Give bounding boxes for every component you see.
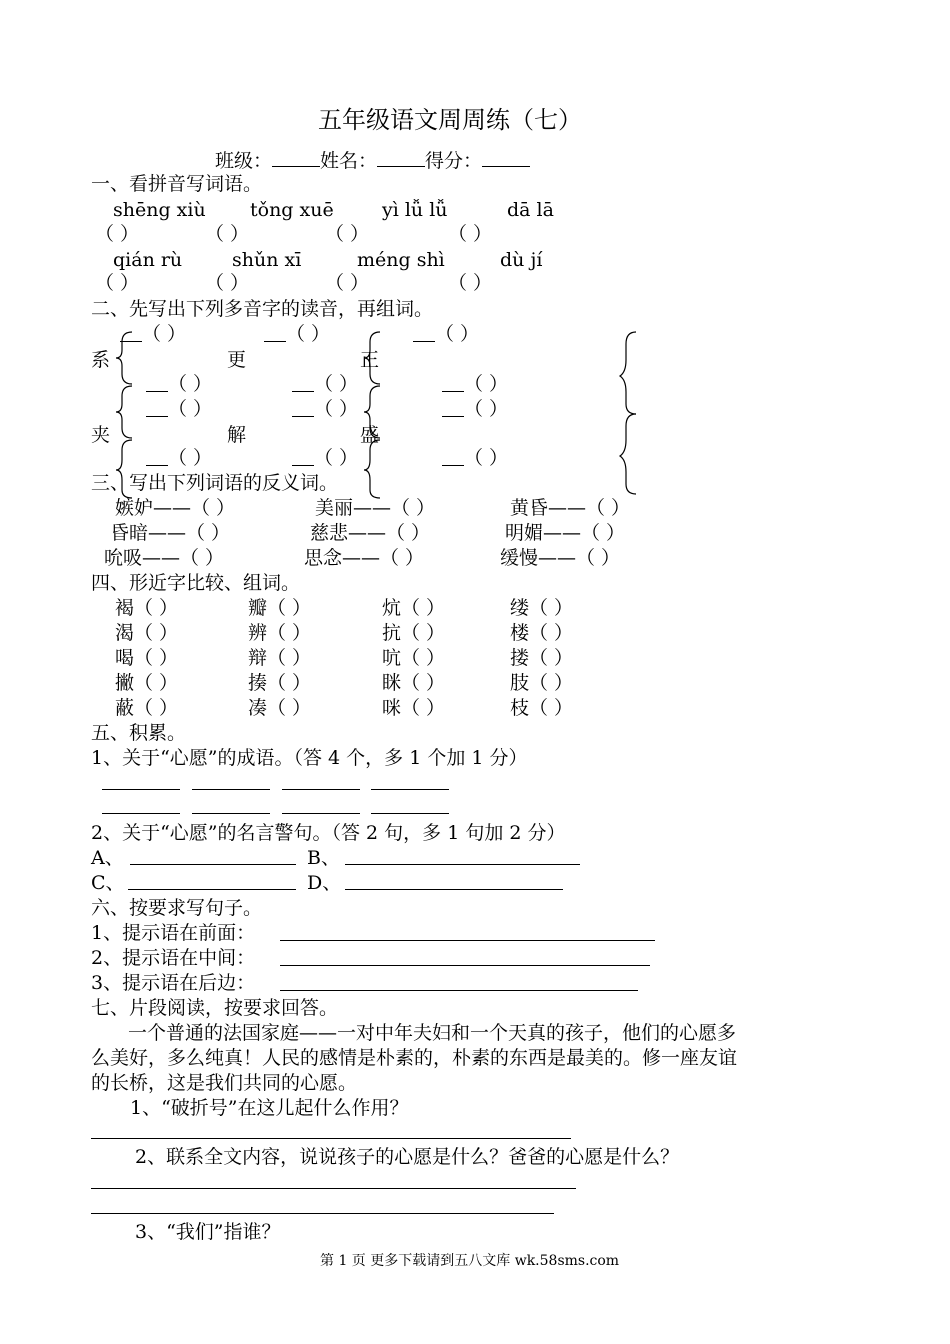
word-paren[interactable]: （ ） [168, 373, 213, 395]
brace-icon [620, 332, 636, 414]
brace-icon [620, 414, 636, 494]
char-item[interactable]: 凑（ ） [248, 697, 312, 719]
word-paren[interactable]: （ ） [314, 447, 359, 469]
char-item[interactable]: 辨（ ） [248, 622, 312, 644]
pinyin: dù jí [500, 249, 543, 271]
pinyin: yì lǚ lǚ [382, 199, 448, 221]
polyphone-char: 更 [227, 349, 247, 371]
s2-heading: 二、先写出下列多音字的读音，再组词。 [91, 298, 434, 320]
score-label: 得分： [425, 150, 483, 172]
antonym-item[interactable]: 慈悲——（ ） [310, 522, 431, 544]
idiom-blank[interactable] [282, 813, 360, 814]
s1-heading: 一、看拼音写词语。 [91, 173, 263, 195]
sentence-prompt: 2、提示语在中间： [91, 947, 256, 969]
reading-question: 2、联系全文内容，说说孩子的心愿是什么？爸爸的心愿是什么？ [135, 1146, 680, 1168]
word-paren[interactable]: （ ） [314, 373, 359, 395]
idiom-blank[interactable] [192, 789, 270, 790]
reading-question: 1、“破折号”在这儿起什么作用？ [130, 1097, 409, 1119]
sentence-blank[interactable] [280, 965, 650, 966]
pinyin: tǒng xuē [250, 199, 334, 221]
quote-label: D、 [307, 872, 342, 894]
char-item[interactable]: 吭（ ） [382, 647, 446, 669]
idiom-blank[interactable] [102, 813, 180, 814]
antonym-item[interactable]: 黄昏——（ ） [510, 497, 631, 519]
s5-q1: 1、关于“心愿”的成语。（答 4 个，多 1 个加 1 分） [91, 747, 528, 769]
brace-icon [116, 332, 132, 384]
char-item[interactable]: 喝（ ） [115, 647, 179, 669]
char-item[interactable]: 渴（ ） [115, 622, 179, 644]
brace-icon [364, 386, 380, 438]
quote-blank[interactable] [345, 889, 563, 890]
quote-label: A、 [91, 847, 124, 869]
pinyin: shǔn xī [232, 249, 302, 271]
word-paren[interactable]: （ ） [464, 373, 509, 395]
s6-heading: 六、按要求写句子。 [91, 897, 263, 919]
antonym-item[interactable]: 美丽——（ ） [315, 497, 436, 519]
char-item[interactable]: 褐（ ） [115, 597, 179, 619]
antonym-item[interactable]: 思念——（ ） [304, 547, 425, 569]
pinyin: shēng xiù [113, 199, 206, 221]
char-item[interactable]: 枝（ ） [510, 697, 574, 719]
answer-paren[interactable]: （ ） [205, 272, 250, 294]
pinyin: méng shì [357, 249, 445, 271]
word-paren[interactable]: （ ） [314, 398, 359, 420]
answer-paren[interactable]: （ ） [325, 272, 370, 294]
word-paren[interactable]: （ ） [435, 323, 480, 345]
quote-blank[interactable] [130, 864, 296, 865]
s4-heading: 四、形近字比较、组词。 [91, 572, 301, 594]
passage-line: 一个普通的法国家庭——一对中年夫妇和一个天真的孩子，他们的心愿多 [128, 1022, 737, 1044]
quote-blank[interactable] [128, 889, 296, 890]
answer-paren[interactable]: （ ） [95, 272, 140, 294]
name-label: 姓名： [320, 150, 378, 172]
word-paren[interactable]: （ ） [168, 398, 213, 420]
idiom-blank[interactable] [192, 813, 270, 814]
sentence-blank[interactable] [280, 940, 655, 941]
reading-question: 3、“我们”指谁？ [135, 1221, 281, 1243]
quote-label: C、 [91, 872, 125, 894]
answer-line[interactable] [91, 1213, 554, 1214]
char-item[interactable]: 缕（ ） [510, 597, 574, 619]
answer-line[interactable] [91, 1138, 571, 1139]
pinyin: qián rù [113, 249, 183, 271]
polyphone-char: 盛 [360, 424, 380, 446]
page-footer: 第 1 页 更多下载请到五八文库 wk.58sms.com [320, 1253, 620, 1269]
quote-label: B、 [307, 847, 340, 869]
polyphone-char: 正 [360, 349, 380, 371]
char-item[interactable]: 瓣（ ） [248, 597, 312, 619]
polyphone-char: 系 [91, 349, 111, 371]
antonym-item[interactable]: 嫉妒——（ ） [115, 497, 236, 519]
char-item[interactable]: 咪（ ） [382, 697, 446, 719]
s5-heading: 五、积累。 [91, 722, 187, 744]
page-title: 五年级语文周周练（七） [318, 106, 582, 134]
word-paren[interactable]: （ ） [286, 323, 331, 345]
class-label: 班级： [215, 150, 273, 172]
sentence-blank[interactable] [280, 990, 638, 991]
char-item[interactable]: 蔽（ ） [115, 697, 179, 719]
word-paren[interactable]: （ ） [142, 323, 187, 345]
char-item[interactable]: 撇（ ） [115, 672, 179, 694]
sentence-prompt: 1、提示语在前面： [91, 922, 256, 944]
answer-paren[interactable]: （ ） [448, 223, 493, 245]
word-paren[interactable]: （ ） [168, 447, 213, 469]
word-paren[interactable]: （ ） [464, 398, 509, 420]
antonym-item[interactable]: 明媚——（ ） [505, 522, 626, 544]
char-item[interactable]: 楼（ ） [510, 622, 574, 644]
answer-line[interactable] [91, 1188, 576, 1189]
answer-paren[interactable]: （ ） [325, 223, 370, 245]
char-item[interactable]: 炕（ ） [382, 597, 446, 619]
antonym-item[interactable]: 缓慢——（ ） [500, 547, 621, 569]
answer-paren[interactable]: （ ） [95, 223, 140, 245]
char-item[interactable]: 辩（ ） [248, 647, 312, 669]
answer-paren[interactable]: （ ） [205, 223, 250, 245]
passage-line: 的长桥，这是我们共同的心愿。 [91, 1072, 358, 1094]
pinyin: dā lā [507, 199, 554, 221]
polyphone-char: 解 [227, 424, 247, 446]
char-item[interactable]: 肢（ ） [510, 672, 574, 694]
antonym-item[interactable]: 吮吸——（ ） [104, 547, 225, 569]
idiom-blank[interactable] [282, 789, 360, 790]
s5-q2: 2、关于“心愿”的名言警句。（答 2 句，多 1 句加 2 分） [91, 822, 566, 844]
char-item[interactable]: 搂（ ） [510, 647, 574, 669]
sentence-prompt: 3、提示语在后边： [91, 972, 256, 994]
char-item[interactable]: 揍（ ） [248, 672, 312, 694]
char-item[interactable]: 眯（ ） [382, 672, 446, 694]
char-item[interactable]: 抗（ ） [382, 622, 446, 644]
idiom-blank[interactable] [371, 813, 449, 814]
word-paren[interactable]: （ ） [464, 447, 509, 469]
brace-icon [364, 332, 380, 384]
idiom-blank[interactable] [102, 789, 180, 790]
brace-icon [364, 440, 380, 498]
polyphone-char: 夹 [91, 424, 111, 446]
idiom-blank[interactable] [371, 789, 449, 790]
s3-heading: 三、写出下列词语的反义词。 [91, 472, 339, 494]
s7-heading: 七、片段阅读，按要求回答。 [91, 997, 339, 1019]
brace-icon [116, 386, 132, 438]
antonym-item[interactable]: 昏暗——（ ） [110, 522, 231, 544]
answer-paren[interactable]: （ ） [448, 272, 493, 294]
quote-blank[interactable] [345, 864, 580, 865]
passage-line: 么美好，多么纯真！人民的感情是朴素的，朴素的东西是最美的。修一座友谊 [91, 1047, 738, 1069]
